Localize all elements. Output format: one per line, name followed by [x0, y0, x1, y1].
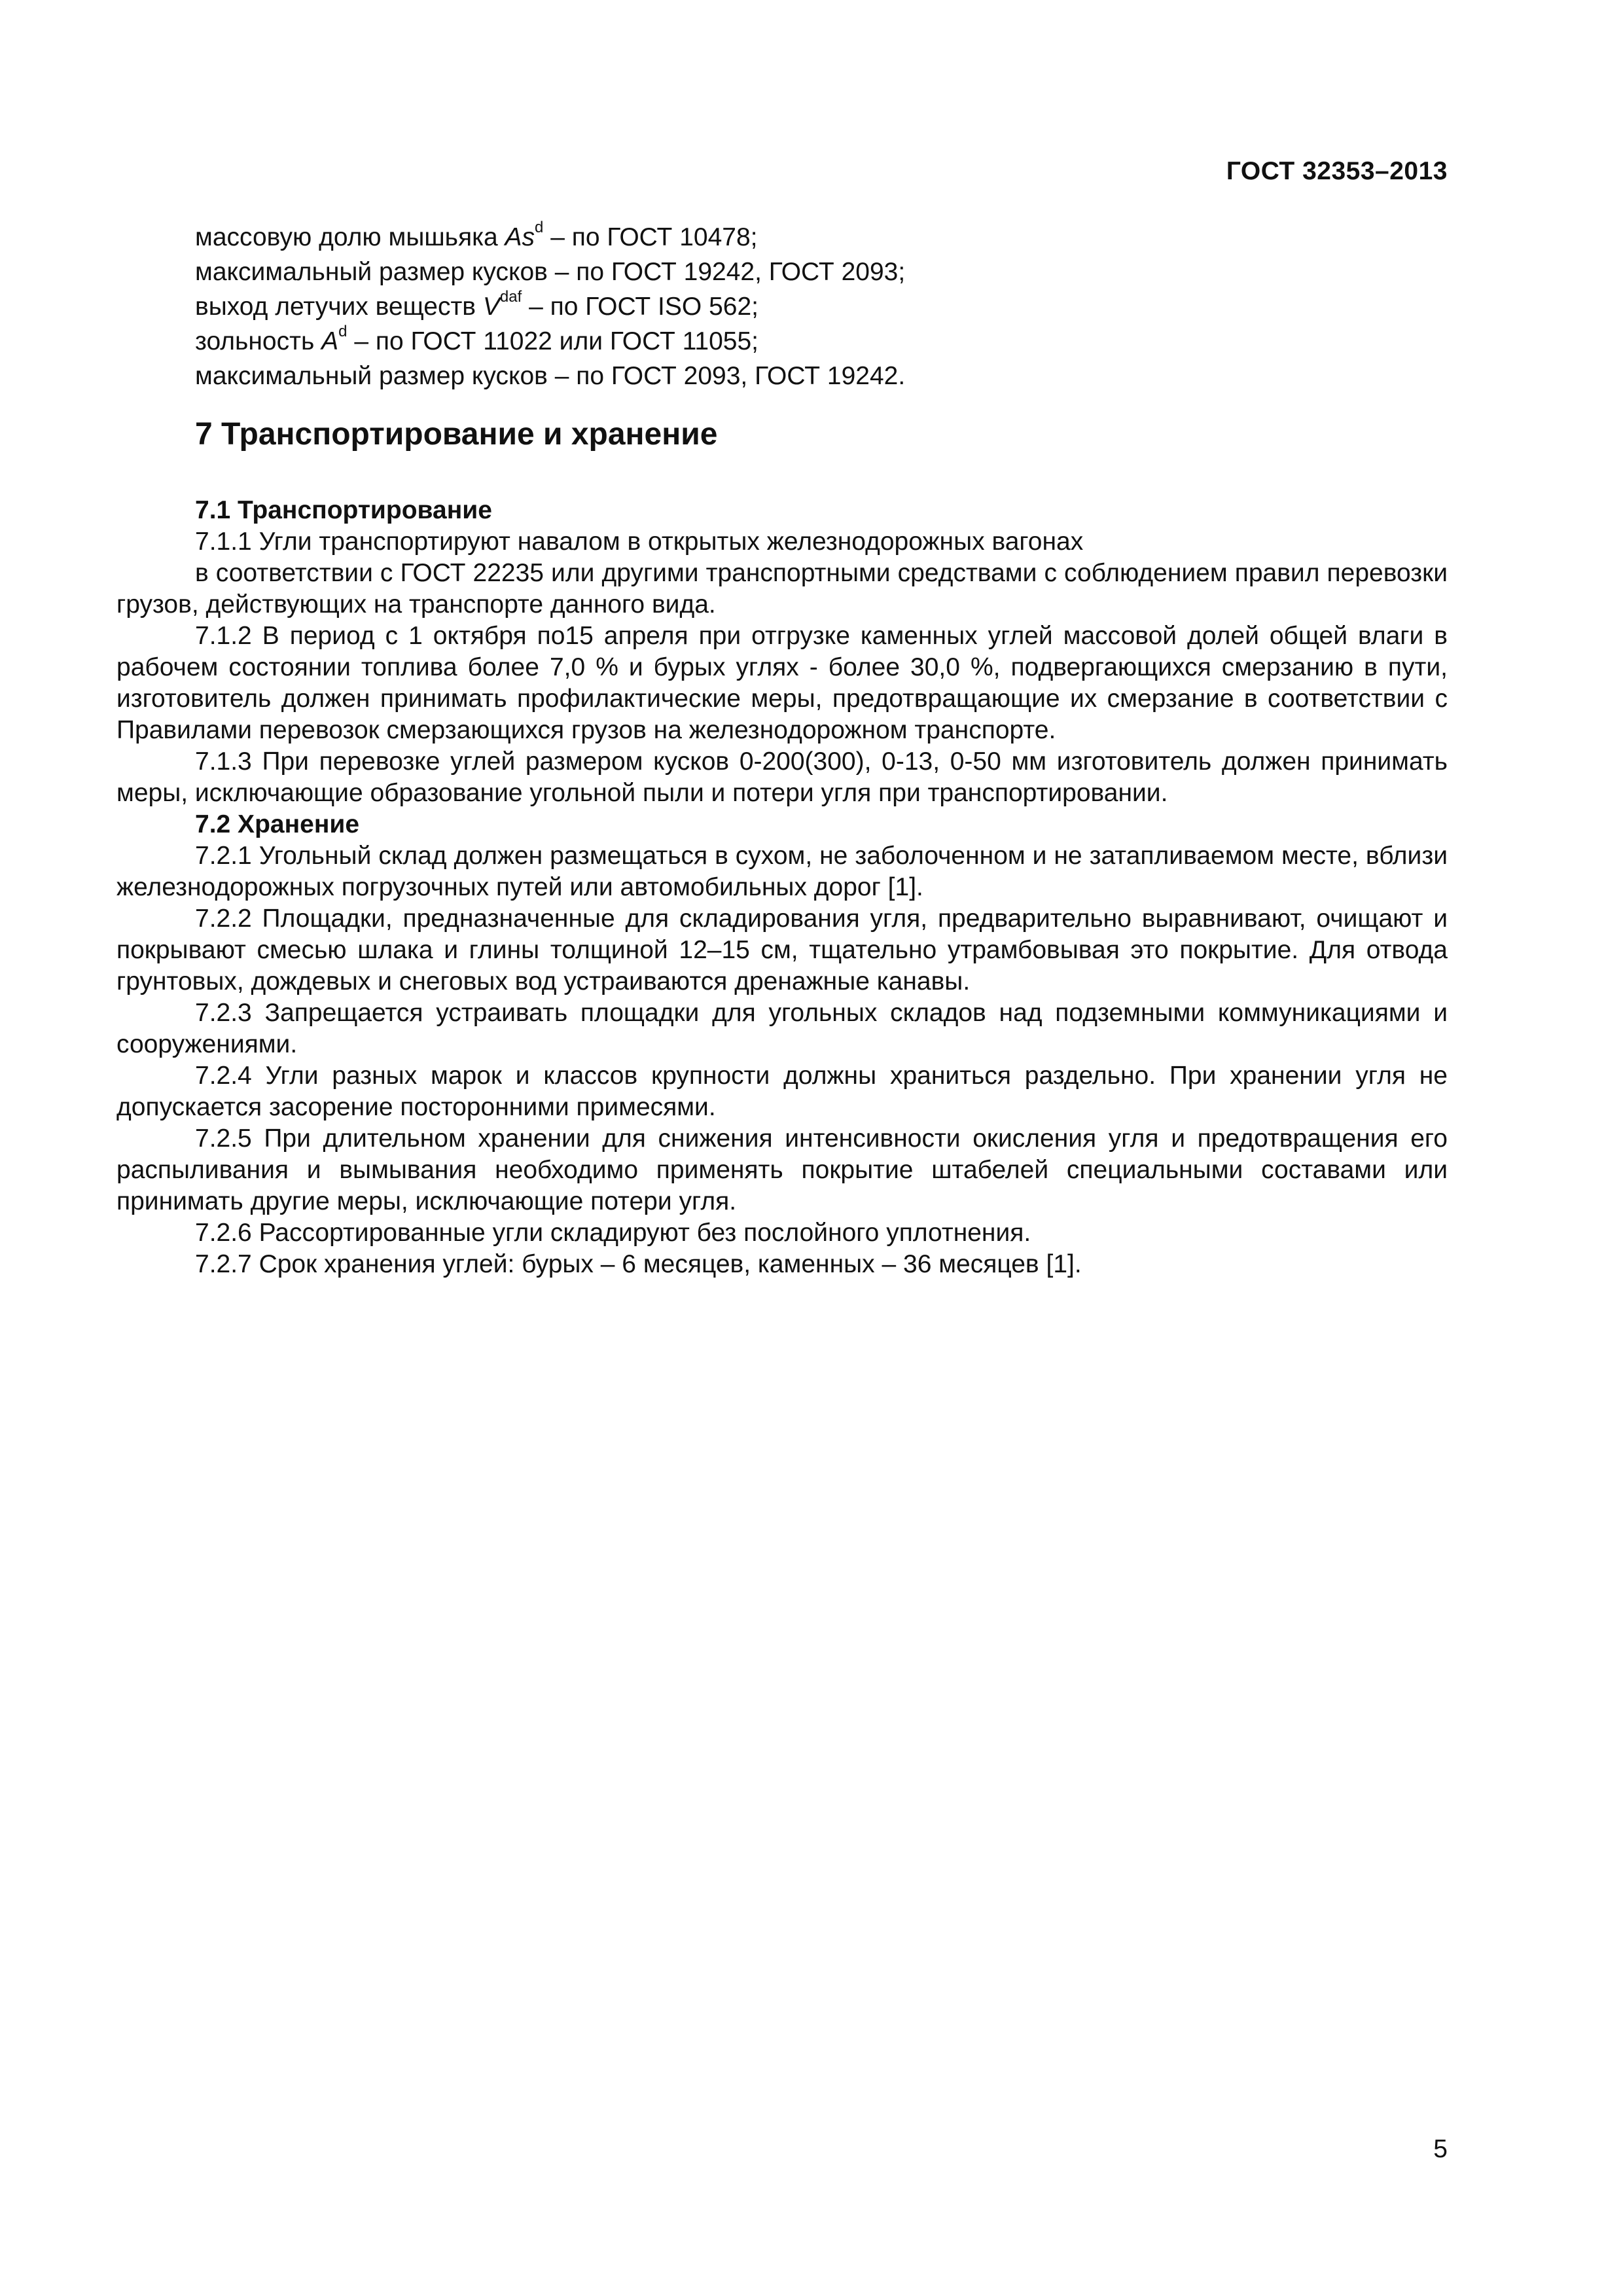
paragraph: в соответствии с ГОСТ 22235 или другими транспортными средствами с соблюдением правил перевозки грузов, действующих на транспорте данного вида.: [116, 559, 1448, 619]
paragraph: 7.2.2 Площадки, предназначенные для складирования угля, предварительно выравнивают, очищают и покрывают смесью шлака и глины толщиной 12–15 см, тщательно утрамбовывая это покрытие. Для отвода грунтовых, дождевых и снеговых вод устраиваются дренажные канавы.: [116, 905, 1448, 996]
section-heading: 7 Транспортирование и хранение: [195, 417, 718, 452]
symbol-as: As: [505, 223, 535, 251]
list-text: выход летучих веществ: [195, 293, 483, 321]
paragraph: 7.2.5 При длительном хранении для снижения интенсивности окисления угля и предотвращения его распыливания и вымывания необходимо применять покрытие штабелей специальными составами или принимать другие меры, исключающие потери угля.: [116, 1124, 1448, 1215]
paragraph: 7.2.3 Запрещается устраивать площадки для угольных складов над подземными коммуникациями и сооружениями.: [116, 999, 1448, 1058]
page-number: 5: [1433, 2135, 1448, 2163]
list-text: – по ГОСТ 10478;: [543, 223, 758, 251]
list-text: массовую долю мышьяка: [195, 223, 505, 251]
list-text: – по ГОСТ ISO 562;: [522, 293, 758, 321]
superscript: daf: [499, 288, 522, 306]
paragraph: 7.2.6 Рассортированные угли складируют без послойного уплотнения.: [195, 1219, 1031, 1247]
symbol-a: A: [321, 327, 339, 355]
list-text: зольность: [195, 327, 322, 355]
list-item-arsenic: [195, 220, 905, 255]
section-body: [116, 495, 1448, 1280]
list-item-ash: [195, 324, 905, 359]
paragraph: 7.2.7 Срок хранения углей: бурых – 6 месяцев, каменных – 36 месяцев [1].: [195, 1250, 1082, 1278]
paragraph: 7.1.2 В период с 1 октября по15 апреля при отгрузке каменных углей массовой долей общей влаги в рабочем состоянии топлива более 7,0 % и бурых углях - более 30,0 %, подвергающихся смерзанию в пути, изготовитель должен принимать профилактические меры, предотвращающие их смерзание в соответствии с Правилами перевозок смерзающихся грузов на железнодорожном транспорте.: [116, 622, 1448, 744]
paragraph: 7.2.1 Угольный склад должен размещаться в сухом, не заболоченном и не затапливаемом месте, вблизи железнодорожных погрузочных путей или автомобильных дорог [1].: [116, 842, 1448, 901]
superscript: d: [535, 219, 544, 236]
subsection-heading: 7.1 Транспортирование: [195, 496, 492, 524]
subsection-heading: 7.2 Хранение: [195, 810, 360, 838]
paragraph: 7.1.1 Угли транспортируют навалом в открытых железнодорожных вагонах: [195, 528, 1084, 556]
symbol-v: V: [482, 293, 500, 321]
superscript: d: [338, 323, 348, 340]
list-text: – по ГОСТ 11022 или ГОСТ 11055;: [347, 327, 759, 355]
list-item-volatile: [195, 289, 905, 324]
paragraph: 7.1.3 При перевозке углей размером кусков 0-200(300), 0-13, 0-50 мм изготовитель должен принимать меры, исключающие образование угольной пыли и потери угля при транспортировании.: [116, 747, 1448, 807]
test-methods-list: [195, 220, 905, 393]
list-item-size: максимальный размер кусков – по ГОСТ 2093, ГОСТ 19242.: [195, 362, 906, 390]
document-code: ГОСТ 32353–2013: [1226, 157, 1448, 185]
paragraph: 7.2.4 Угли разных марок и классов крупности должны храниться раздельно. При хранении угля не допускается засорение посторонними примесями.: [116, 1062, 1448, 1121]
list-item-size: максимальный размер кусков – по ГОСТ 19242, ГОСТ 2093;: [195, 258, 906, 286]
